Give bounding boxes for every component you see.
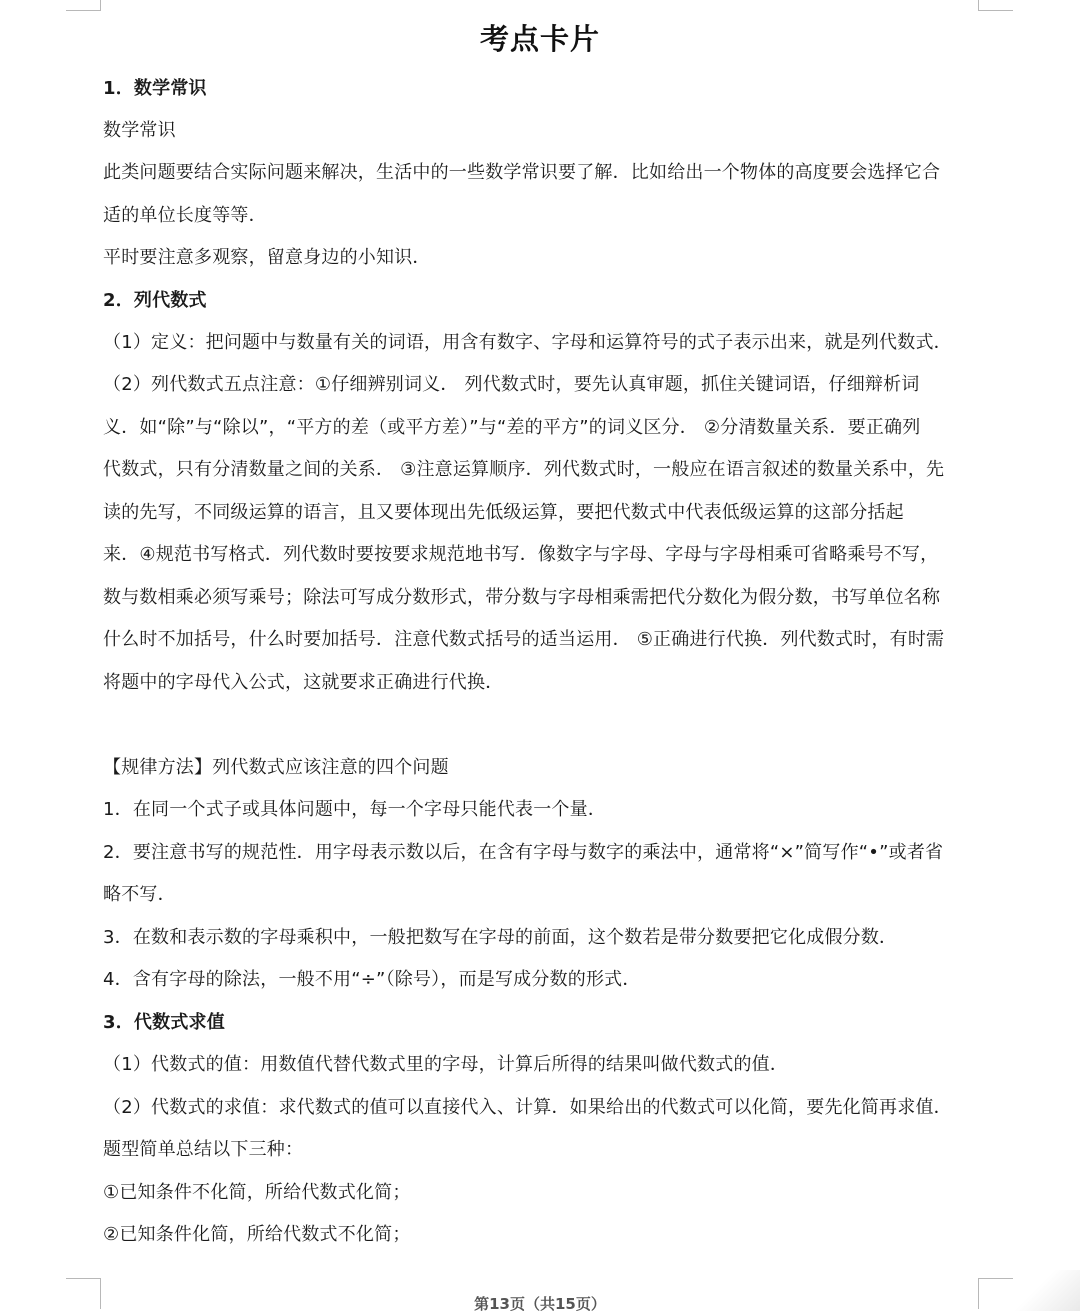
paragraph-line: 题型简单总结以下三种： — [103, 1139, 304, 1160]
list-item: 2．要注意书写的规范性．用字母表示数以后，在含有字母与数字的乘法中，通常将“×”简写作“•”或者省 — [103, 842, 944, 863]
list-item: ②已知条件化简，所给代数式不化简； — [103, 1224, 411, 1245]
paragraph-line: （2）代数式的求值：求代数式的值可以直接代入、计算．如果给出的代数式可以化简，要先化简再求值． — [103, 1097, 952, 1118]
paragraph-line: 平时要注意多观察，留意身边的小知识． — [103, 247, 431, 268]
paragraph-line: 适的单位长度等等． — [103, 205, 267, 226]
paragraph-line: （1）定义：把问题中与数量有关的词语，用含有数字、字母和运算符号的式子表示出来，就是列代数式． — [103, 332, 952, 353]
paragraph-line: 数与数相乘必须写乘号；除法可写成分数形式，带分数与字母相乘需把代分数化为假分数，书写单位名称 — [103, 587, 941, 608]
page-number-footer: 第13页（共15页） — [474, 1295, 606, 1313]
method-heading: 【规律方法】列代数式应该注意的四个问题 — [103, 757, 449, 778]
list-item: 1．在同一个式子或具体问题中，每一个字母只能代表一个量． — [103, 799, 607, 820]
paragraph-line: 将题中的字母代入公式，这就要求正确进行代换． — [103, 672, 504, 693]
paragraph-line: 义．如“除”与“除以”，“平方的差（或平方差）”与“差的平方”的词义区分． ②分清数量关系．要正确列 — [103, 417, 921, 438]
paragraph-line: 代数式，只有分清数量之间的关系． ③注意运算顺序．列代数式时，一般应在语言叙述的数量关系中，先 — [103, 459, 945, 480]
section-heading-1: 1．数学常识 — [103, 78, 207, 99]
paragraph-line: 来．④规范书写格式．列代数时要按要求规范地书写．像数字与字母、字母与字母相乘可省略乘号不写， — [103, 544, 939, 565]
page-title: 考点卡片 — [479, 22, 600, 56]
list-item: 4．含有字母的除法，一般不用“÷”（除号），而是写成分数的形式． — [103, 969, 641, 990]
list-item: 3．在数和表示数的字母乘积中，一般把数写在字母的前面，这个数若是带分数要把它化成假分数． — [103, 927, 898, 948]
list-item: ①已知条件不化简，所给代数式化简； — [103, 1182, 411, 1203]
section-heading-3: 3．代数式求值 — [103, 1012, 225, 1033]
list-item-continued: 略不写． — [103, 884, 176, 905]
section-heading-2: 2．列代数式 — [103, 290, 207, 311]
paragraph-line: （1）代数式的值：用数值代替代数式里的字母，计算后所得的结果叫做代数式的值． — [103, 1054, 789, 1075]
paragraph-line: 什么时不加括号，什么时要加括号．注意代数式括号的适当运用． ⑤正确进行代换．列代数式时，有时需 — [103, 629, 945, 650]
paragraph-line: 读的先写，不同级运算的语言，且又要体现出先低级运算，要把代数式中代表低级运算的这部分括起 — [103, 502, 904, 523]
paragraph-line: 此类问题要结合实际问题来解决，生活中的一些数学常识要了解．比如给出一个物体的高度要会选择它合 — [103, 162, 941, 183]
crop-mark-top-right — [978, 0, 1013, 11]
crop-mark-top-left — [66, 0, 101, 11]
paragraph-line: （2）列代数式五点注意：①仔细辨别词义． 列代数式时，要先认真审题，抓住关键词语，仔细辩析词 — [103, 374, 920, 395]
paragraph-line: 数学常识 — [103, 120, 176, 141]
